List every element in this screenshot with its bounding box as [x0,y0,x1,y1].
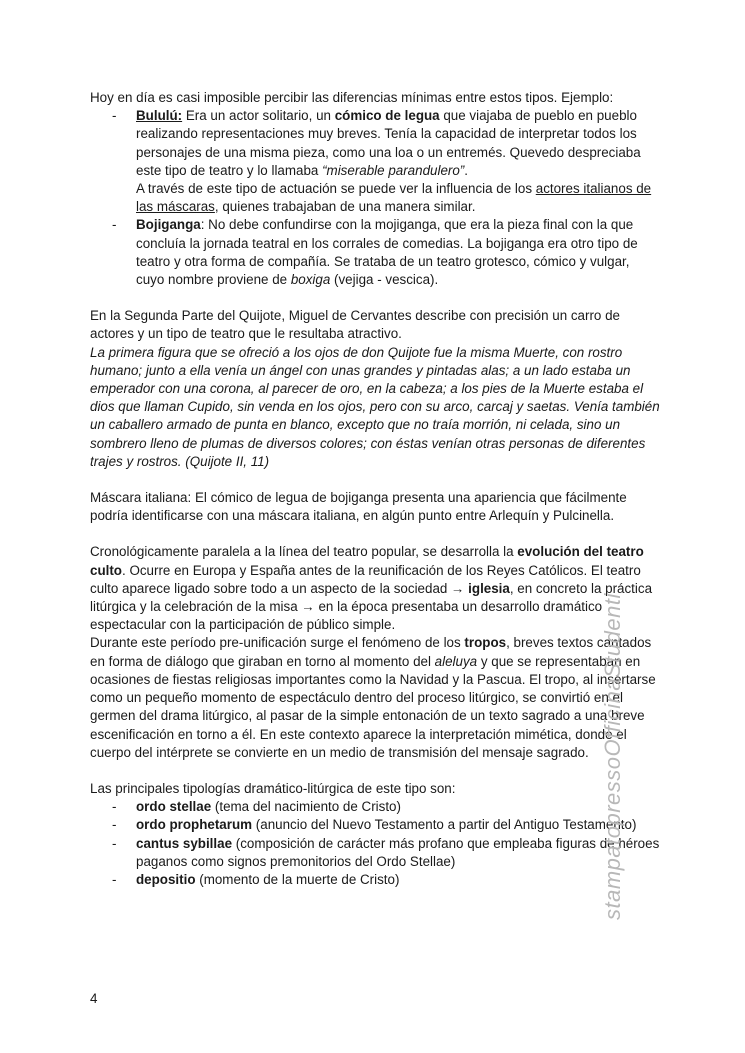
list-item: - depositio (momento de la muerte de Cristo) [112,871,400,887]
teatro-culto-paragraph: Cronológicamente paralela a la línea del teatro popular, se desarrolla la evolución del teatro culto. Ocurre en Europa y España antes de la reunificación de los Reyes Católicos. El teatro culto aparece ligado sobre todo a un aspecto de la sociedad → iglesia, en concreto la práctica litúrgica y la celebración de la misa → en la época presentaba un desarrollo dramático espectacular con la participación de público simple. [90,544,653,633]
mascara-paragraph: Máscara italiana: El cómico de legua de bojiganga presenta una apariencia que fácilmente podría identificarse con una máscara italiana, en algún punto entre Arlequín y Pulcinella. [90,490,627,524]
tipologias-intro: Las principales tipologías dramático-litúrgica de este tipo son: [90,780,456,796]
intro-paragraph: Hoy en día es casi imposible percibir las diferencias mínimas entre estos tipos. Ejemplo: [90,90,614,105]
list-item: - ordo stellae (tema del nacimiento de Cristo) [112,799,401,815]
list-dash: - [112,108,117,124]
tropos-paragraph: Durante este período pre-unificación surge el fenómeno de los tropos, breves textos cantados en forma de diálogo que giraban en torno al momento del aleluya y que se representaban en ocasiones de fiestas religiosas importantes como la Navidad y la Pascua. El tropo, al insertarse como un pequeño momento de espectáculo dentro del proceso litúrgico, se convirtió en el germen del drama litúrgico, al pasar de la simple entonación de un texto sagrado a una breve escenificación en torno a él. En este contexto aparece la interpretación mimética, donde el cuerpo del intérprete se convierte en un medio de transmisión del mensaje sagrado. [90,635,656,760]
bold-comico-de-legua: cómico de legua [334,108,440,124]
list-item-bululu: - Bululú: Era un actor solitario, un cómico de legua que viajaba de pueblo en pueblo realizando representaciones muy breves. Tenía la capacidad de interpretar todos los personajes de una misma pieza, como una loa o un entremés. Quevedo despreciaba este tipo de teatro y lo llamaba “miserable parandulero”. A través de este tipo de actuación se puede ver la influencia de los actores italianos de las máscaras, quienes trabajaban de una manera similar. [112,108,652,215]
watermark: stampatopressoOfficinaStudenti [600,593,625,920]
quijote-intro: En la Segunda Parte del Quijote, Miguel de Cervantes describe con precisión un carro de actores y un tipo de teatro que le resultaba atractivo. [90,308,620,342]
list-dash: - [112,217,117,233]
list-item: - cantus sybillae (composición de carácter más profano que empleaba figuras de héroes paganos como signos premonitorios del Ordo Stellae) [112,835,660,869]
underlined-actores-italianos: actores italianos de las máscaras [136,181,652,215]
quijote-quote: La primera figura que se ofreció a los ojos de don Quijote fue la misma Muerte, con rostro humano; junto a ella venía un ángel con unas grandes y pintadas alas; a un lado estaba un emperador con una corona, al parecer de oro, en la cabeza; a los pies de la Muerte estaba el dios que llaman Cupido, sin venda en los ojos, pero con su arco, carcaj y saetas. Venía también un caballero armado de punta en blanco, excepto que no traía morrión, ni celada, sino un sombrero lleno de plumas de diversos colores; con éstas venían otras personas de diferentes trajes y rostros. (Quijote II, 11) [90,344,660,469]
italic-quote: “miserable parandulero” [322,162,465,178]
page-number: 4 [90,991,98,1006]
list-item: - ordo prophetarum (anuncio del Nuevo Testamento a partir del Antiguo Testamento) [112,817,637,833]
list-item-bojiganga: - Bojiganga: No debe confundirse con la mojiganga, que era la pieza final con la que concluía la jornada teatral en los corrales de comedias. La bojiganga era otro tipo de teatro y otra forma de compañía. Se trataba de un teatro grotesco, cómico y vulgar, cuyo nombre proviene de boxiga (vejiga - vescica). [112,217,638,288]
term-bojiganga: Bojiganga [136,217,201,233]
document-body [90,89,660,889]
term-bululu: Bululú: [136,108,183,124]
